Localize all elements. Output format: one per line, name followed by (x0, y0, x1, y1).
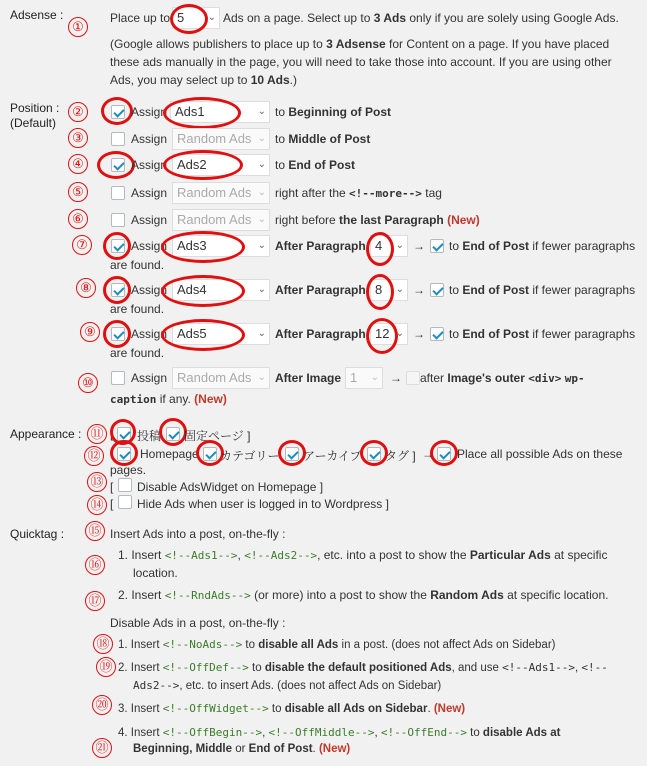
paragraph-2-ads-select[interactable]: Ads4 ⌄ (172, 279, 270, 301)
last-paragraph-target: right before the last Paragraph (New) (275, 213, 480, 227)
insert-item-1-line2: location. (133, 566, 178, 580)
chevron-down-icon: ⌄ (257, 214, 266, 225)
chevron-down-icon: ⌄ (257, 159, 266, 170)
highlight-oval (159, 418, 187, 446)
highlight-oval (278, 440, 306, 466)
more-tag-checkbox[interactable] (111, 186, 125, 200)
marker-19: ⑲ (96, 657, 116, 677)
marker-11: ⑪ (87, 424, 107, 444)
disable-widget-label: Disable AdsWidget on Homepage ] (137, 480, 324, 494)
highlight-oval (163, 97, 241, 129)
archive-label: アーカイブ (303, 449, 362, 463)
arrow-text: → (390, 371, 402, 385)
chevron-down-icon: ⌄ (395, 328, 404, 339)
chevron-down-icon: ⌄ (207, 12, 216, 23)
assign-label: Assign (131, 158, 168, 172)
disable-item-1: 1. Insert <!--NoAds--> to disable all Ads in a post. (does not affect Ads on Sidebar) (118, 638, 556, 651)
paragraph-1-end-text: to End of Post if fewer paragraphs (449, 239, 636, 253)
bracket-open: [ (110, 480, 114, 494)
arrow-text: → (413, 283, 425, 297)
disable-item-2-line2: Ads2-->, etc. to insert Ads. (does not affect Ads on Sidebar) (133, 679, 442, 692)
after-paragraph-label: After Paragraph (275, 327, 366, 341)
insert-item-1: 1. Insert <!--Ads1-->, <!--Ads2-->, etc. into a post to show the Particular Ads at specific (118, 548, 608, 562)
middle-target: to Middle of Post (275, 132, 371, 146)
arrow-text: → (413, 239, 425, 253)
highlight-oval (170, 4, 208, 34)
after-image-ads-select[interactable]: Random Ads ⌄ (172, 367, 270, 389)
marker-12: ⑫ (84, 446, 104, 466)
adsense-note: (Google allows publishers to place up to 3 Adsense for Content on a page. If you have placed these ads manually in the page, you will need to take those into account. If you are using other Ads, you may select up to 10 Ads.) (110, 37, 612, 87)
assign-label: Assign (131, 239, 168, 253)
assign-label: Assign (131, 283, 168, 297)
paragraph-3-end-checkbox[interactable] (430, 327, 444, 341)
after-image-text: after Image's outer <div> wp- (420, 371, 585, 385)
more-tag-ads-select[interactable]: Random Ads ⌄ (172, 182, 270, 204)
marker-2: ② (68, 102, 88, 122)
assign-label: Assign (131, 371, 168, 385)
chevron-down-icon: ⌄ (257, 284, 266, 295)
marker-21: ㉑ (92, 738, 112, 758)
last-paragraph-checkbox[interactable] (111, 213, 125, 227)
max-ads-value: 5 (177, 10, 185, 25)
highlight-oval (360, 440, 388, 466)
highlight-oval (366, 274, 394, 310)
after-image-end-checkbox[interactable] (406, 371, 420, 385)
paragraph-3-ads-select[interactable]: Ads5 ⌄ (172, 323, 270, 345)
paragraph-3-end-text: to End of Post if fewer paragraphs (449, 327, 636, 341)
highlight-oval (366, 318, 398, 354)
beginning-ads-select[interactable]: Ads1 ⌄ (170, 101, 270, 123)
marker-8: ⑧ (76, 278, 96, 298)
middle-checkbox[interactable] (111, 132, 125, 146)
end-target: to End of Post (275, 158, 356, 172)
end-ads-select[interactable]: Ads2 ⌄ (172, 154, 270, 176)
arrow-text: → (422, 447, 434, 461)
place-up-to-text: Place up to (110, 11, 171, 25)
after-image-text-2: caption if any. (New) (110, 392, 227, 406)
highlight-oval (366, 232, 394, 266)
beginning-target: to Beginning of Post (275, 105, 391, 119)
position-sublabel: (Default) (10, 116, 57, 130)
disable-item-4: 4. Insert <!--OffBegin-->, <!--OffMiddle-->, <!--OffEnd--> to disable Ads at (118, 726, 561, 739)
assign-label: Assign (131, 327, 168, 341)
disable-widget-checkbox[interactable] (118, 478, 132, 492)
are-found-text: are found. (110, 258, 165, 272)
chevron-down-icon: ⌄ (395, 240, 404, 251)
paragraph-2-number-select[interactable]: 8 ⌄ (370, 279, 408, 301)
disable-item-2: 2. Insert <!--OffDef--> to disable the default positioned Ads, and use <!--Ads1-->, <!-- (118, 661, 608, 674)
chevron-down-icon: ⌄ (257, 187, 266, 198)
after-image-number-select[interactable]: 1 ⌄ (345, 367, 383, 389)
marker-7: ⑦ (72, 235, 92, 255)
bracket-open: [ (110, 427, 114, 441)
place-all-label: Place all possible Ads on these (457, 447, 623, 461)
marker-18: ⑱ (93, 634, 113, 654)
highlight-oval (103, 320, 131, 348)
highlight-oval (103, 276, 131, 304)
chevron-down-icon: ⌄ (395, 284, 404, 295)
marker-15: ⑮ (85, 521, 105, 541)
are-found-text: are found. (110, 346, 165, 360)
highlight-oval (97, 151, 135, 179)
paragraph-3-number-select[interactable]: 12 ⌄ (370, 323, 408, 345)
homepage-label: Homepage (140, 447, 199, 461)
paragraph-1-end-checkbox[interactable] (430, 239, 444, 253)
insert-item-2: 2. Insert <!--RndAds--> (or more) into a post to show the Random Ads at specific location. (118, 588, 609, 602)
adsense-suffix: Ads on a page. Select up to 3 Ads only if you are solely using Google Ads. (223, 11, 619, 25)
chevron-down-icon: ⌄ (257, 106, 266, 117)
marker-13: ⑬ (87, 472, 107, 492)
highlight-oval (163, 150, 243, 180)
chevron-down-icon: ⌄ (257, 133, 266, 144)
adsense-label: Adsense : (10, 8, 64, 22)
disable-item-4-line2: Beginning, Middle or End of Post. (New) (133, 743, 351, 755)
paragraph-2-end-checkbox[interactable] (430, 283, 444, 297)
marker-10: ⑩ (78, 373, 98, 393)
highlight-oval (161, 319, 245, 351)
chevron-down-icon: ⌄ (370, 372, 379, 383)
marker-9: ⑨ (80, 322, 100, 342)
arrow-text: → (413, 327, 425, 341)
marker-4: ④ (68, 154, 88, 174)
highlight-oval (103, 232, 131, 260)
highlight-oval (430, 440, 458, 466)
paragraph-1-ads-select[interactable]: Ads3 ⌄ (172, 235, 270, 257)
appearance-label: Appearance : (10, 427, 82, 441)
chevron-down-icon: ⌄ (257, 372, 266, 383)
assign-label: Assign (131, 105, 168, 119)
marker-6: ⑥ (68, 209, 88, 229)
after-image-checkbox[interactable] (111, 371, 125, 385)
assign-label: Assign (131, 186, 168, 200)
hide-ads-checkbox[interactable] (118, 495, 132, 509)
marker-14: ⑭ (87, 495, 107, 515)
more-tag-target: right after the <!--more--> tag (275, 186, 442, 200)
post-label: 投稿 (137, 429, 162, 443)
middle-ads-select[interactable]: Random Ads ⌄ (172, 128, 270, 150)
after-paragraph-label: After Paragraph (275, 239, 366, 253)
disable-title: Disable Ads in a post, on-the-fly : (110, 616, 286, 630)
highlight-oval (101, 97, 133, 125)
pages-text: pages. (110, 463, 147, 477)
position-label: Position : (10, 101, 60, 115)
hide-ads-label: Hide Ads when user is logged in to Wordpress ] (137, 497, 389, 511)
after-paragraph-label: After Paragraph (275, 283, 366, 297)
marker-20: ⑳ (92, 695, 112, 715)
chevron-down-icon: ⌄ (257, 328, 266, 339)
chevron-down-icon: ⌄ (257, 240, 266, 251)
marker-17: ⑰ (85, 591, 105, 611)
marker-16: ⑯ (85, 555, 105, 575)
marker-3: ③ (68, 128, 88, 148)
after-image-label: After Image (275, 371, 342, 385)
assign-label: Assign (131, 213, 168, 227)
are-found-text: are found. (110, 302, 165, 316)
highlight-oval (161, 275, 245, 307)
page-label: 固定ページ ] (184, 429, 251, 443)
paragraph-1-number-select[interactable]: 4 ⌄ (370, 235, 408, 257)
marker-5: ⑤ (68, 182, 88, 202)
paragraph-2-end-text: to End of Post if fewer paragraphs (449, 283, 636, 297)
bracket-open: [ (110, 497, 114, 511)
highlight-oval (161, 231, 245, 263)
last-paragraph-ads-select[interactable]: Random Ads ⌄ (172, 209, 270, 231)
quicktag-label: Quicktag : (10, 527, 65, 541)
assign-label: Assign (131, 132, 168, 146)
tag-label: タグ ] (385, 449, 416, 463)
insert-title: Insert Ads into a post, on-the-fly : (110, 527, 286, 541)
disable-item-3: 3. Insert <!--OffWidget--> to disable all Ads on Sidebar. (New) (118, 702, 466, 715)
category-label: カテゴリー (220, 449, 280, 463)
marker-1: ① (68, 17, 88, 37)
